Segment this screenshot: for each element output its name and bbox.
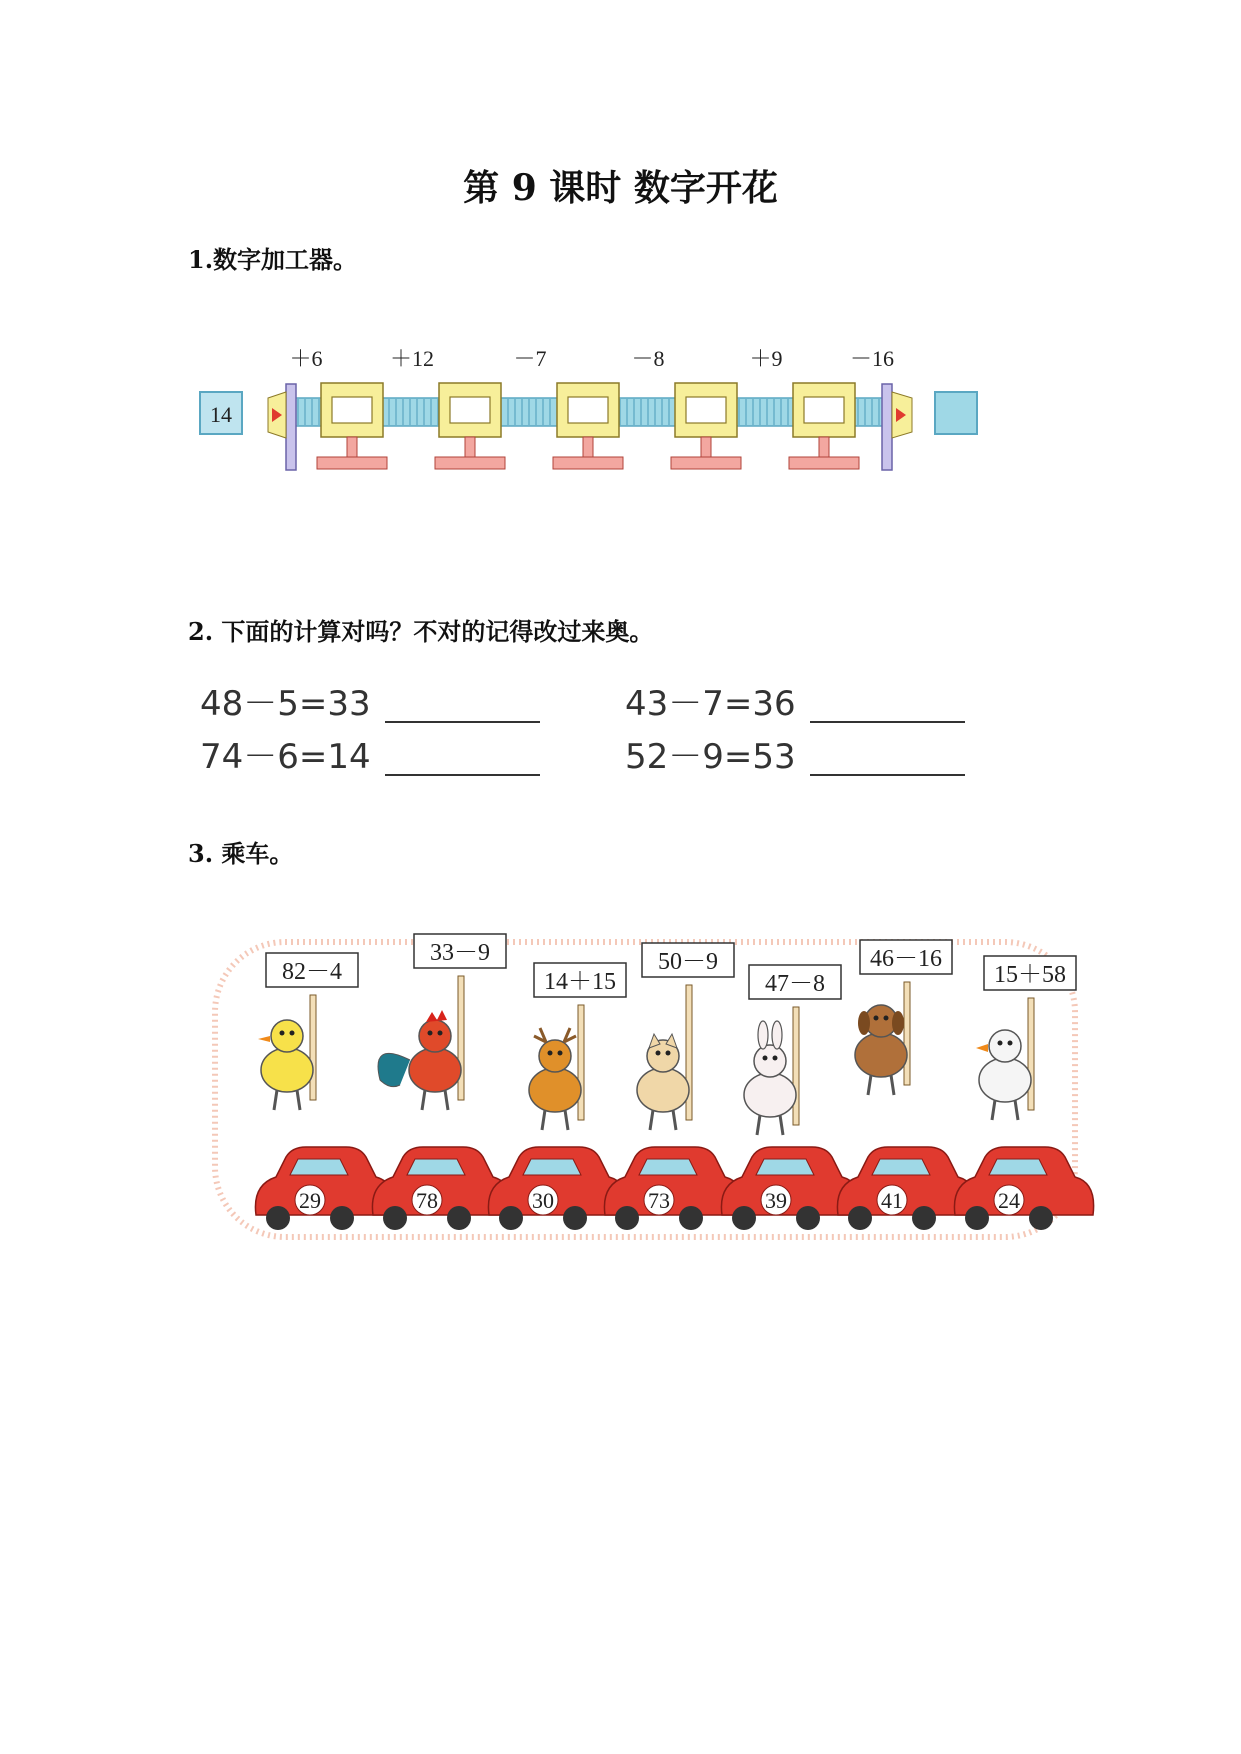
sign-expression: 14＋15: [544, 969, 616, 995]
machine-stand: [347, 437, 357, 457]
car-window: [523, 1159, 581, 1175]
machine-unit: [553, 383, 623, 469]
sign-stick: [578, 1005, 584, 1120]
car-window: [407, 1159, 465, 1175]
equation-3: 74－6=14: [200, 737, 371, 777]
cars-row: [255, 1147, 1093, 1230]
rabbit-icon: [744, 1021, 796, 1135]
machine-window[interactable]: [450, 397, 490, 423]
machine-base: [789, 457, 859, 469]
equation-1: 48－5=33: [200, 684, 371, 724]
operation-label: ＋12: [389, 346, 435, 371]
car-wheel: [679, 1206, 703, 1230]
deer-with-sign: [529, 963, 626, 1130]
rooster-icon: [378, 1010, 461, 1110]
car-wheel: [1029, 1206, 1053, 1230]
sign-expression: 46－16: [870, 946, 942, 972]
car-number: 78: [416, 1188, 438, 1213]
car-wheel: [266, 1206, 290, 1230]
car[interactable]: [604, 1147, 743, 1230]
car-wheel: [499, 1206, 523, 1230]
car-wheel: [848, 1206, 872, 1230]
car-wheel: [447, 1206, 471, 1230]
operation-label: －7: [513, 346, 547, 371]
operation-labels: [289, 346, 894, 371]
car-wheel: [796, 1206, 820, 1230]
car-number: 39: [765, 1188, 787, 1213]
machine-base: [671, 457, 741, 469]
right-post: [882, 384, 892, 470]
page-title: 第 9 课时 数字开花: [463, 167, 778, 209]
car[interactable]: [488, 1147, 627, 1230]
equation-check: [200, 684, 965, 777]
duck-icon: [258, 1020, 313, 1110]
cat-icon: [637, 1034, 689, 1130]
sign-expression: 15＋58: [994, 962, 1066, 988]
animals-with-signs: [258, 934, 1076, 1135]
equation-4: 52－9=53: [625, 737, 796, 777]
car-window: [290, 1159, 348, 1175]
sign-stick: [1028, 998, 1034, 1110]
goose-icon: [976, 1030, 1031, 1120]
car-body: [954, 1147, 1093, 1215]
machine-window[interactable]: [332, 397, 372, 423]
number-machine: [200, 346, 977, 470]
sign-expression: 50－9: [658, 949, 718, 975]
machine-window[interactable]: [804, 397, 844, 423]
car-window: [756, 1159, 814, 1175]
question-3-heading: 3. 乘车。: [188, 839, 294, 868]
deer-icon: [529, 1028, 581, 1130]
car-window: [639, 1159, 697, 1175]
machine-base: [553, 457, 623, 469]
operation-label: ＋6: [289, 346, 323, 371]
sign-expression: 47－8: [765, 971, 825, 997]
machine-stand: [465, 437, 475, 457]
car-window: [989, 1159, 1047, 1175]
dog-with-sign: [855, 940, 952, 1095]
sign-stick: [793, 1007, 799, 1125]
car-number: 29: [299, 1188, 321, 1213]
question-2-heading: 2. 下面的计算对吗？不对的记得改过来奥。: [188, 617, 654, 646]
goose-with-sign: [976, 956, 1076, 1120]
car-wheel: [965, 1206, 989, 1230]
rooster-with-sign: [378, 934, 506, 1110]
car-window: [872, 1159, 930, 1175]
operation-label: ＋9: [749, 346, 783, 371]
car-wheel: [912, 1206, 936, 1230]
sign-stick: [310, 995, 316, 1100]
car-number: 41: [881, 1188, 903, 1213]
equation-2: 43－7=36: [625, 684, 796, 724]
left-post: [286, 384, 296, 470]
car[interactable]: [837, 1147, 976, 1230]
car-wheel: [563, 1206, 587, 1230]
operation-label: －16: [849, 346, 895, 371]
car[interactable]: [255, 1147, 394, 1230]
result-box[interactable]: [935, 392, 977, 434]
car[interactable]: [721, 1147, 860, 1230]
duck-with-sign: [258, 953, 358, 1110]
machine-window[interactable]: [686, 397, 726, 423]
sign-expression: 82－4: [282, 959, 342, 985]
sign-expression: 33－9: [430, 940, 490, 966]
car-wheel: [615, 1206, 639, 1230]
machine-base: [435, 457, 505, 469]
car-number: 30: [532, 1188, 554, 1213]
question-1-heading: 1.数字加工器。: [188, 245, 358, 274]
sign-stick: [904, 982, 910, 1085]
machine-stand: [701, 437, 711, 457]
car[interactable]: [954, 1147, 1093, 1230]
rabbit-with-sign: [744, 965, 841, 1135]
machine-window[interactable]: [568, 397, 608, 423]
car[interactable]: [372, 1147, 511, 1230]
car-wheel: [732, 1206, 756, 1230]
machine-unit: [317, 383, 387, 469]
operation-label: －8: [631, 346, 665, 371]
start-number: 14: [210, 402, 232, 427]
machine-stand: [819, 437, 829, 457]
car-wheel: [330, 1206, 354, 1230]
machine-base: [317, 457, 387, 469]
sign-stick: [458, 976, 464, 1100]
ride-the-car: [215, 934, 1094, 1237]
car-wheel: [383, 1206, 407, 1230]
dog-icon: [855, 1005, 907, 1095]
cat-with-sign: [637, 943, 734, 1130]
car-number: 73: [648, 1188, 670, 1213]
machine-unit: [789, 383, 859, 469]
machine-unit: [671, 383, 741, 469]
machine-stand: [583, 437, 593, 457]
car-number: 24: [998, 1188, 1020, 1213]
machine-unit: [435, 383, 505, 469]
